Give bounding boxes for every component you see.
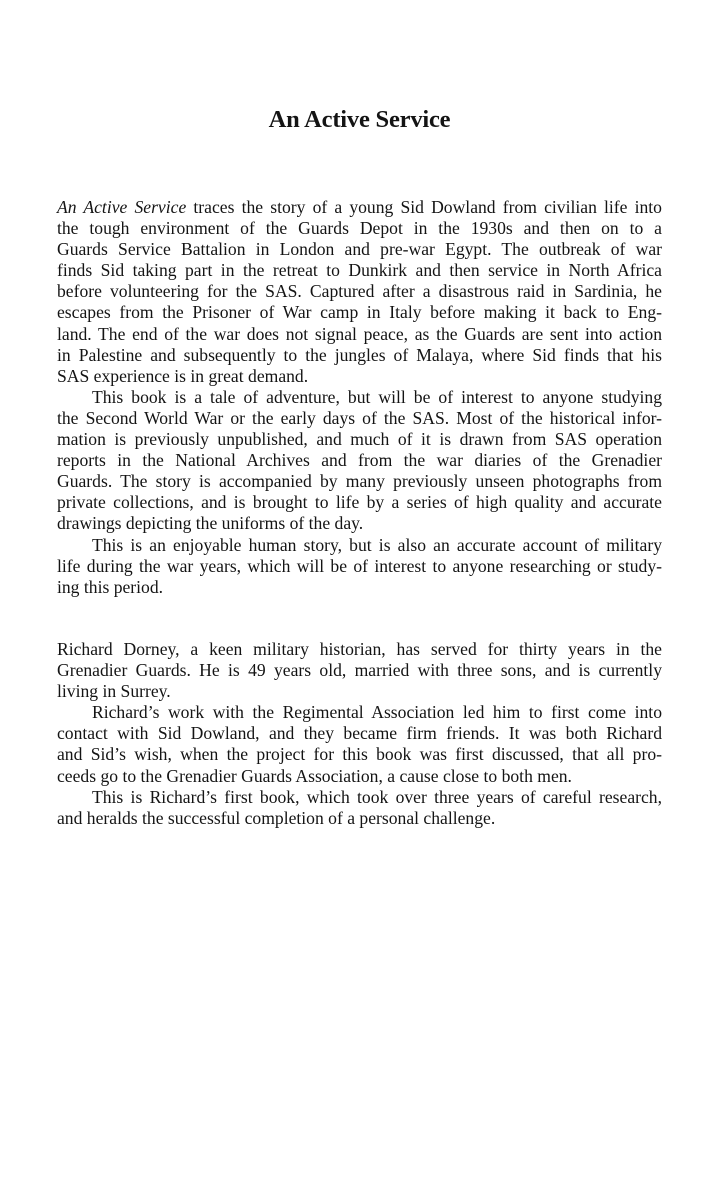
book-title-italic: An Active Service: [57, 197, 187, 217]
text-line: This is Richard’s first book, which took over three years of careful research,: [92, 786, 662, 807]
text-line: SAS experience is in great demand.: [57, 365, 309, 386]
text-line: private collections, and is brought to life by a series of high quality and accurate: [57, 492, 662, 513]
text-line: and Sid’s wish, when the project for this book was first discussed, that all pro-: [57, 744, 662, 765]
text-line: Richard Dorney, a keen military historian, has served for thirty years in the: [57, 639, 662, 659]
text-line: mation is previously unpublished, and much of it is drawn from SAS operation: [57, 429, 662, 450]
text-line: [57, 197, 662, 218]
text-line: drawings depicting the uniforms of the day.: [57, 513, 364, 534]
page-title: An Active Service: [268, 106, 451, 133]
text-line: land. The end of the war does not signal peace, as the Guards are sent into action: [57, 323, 662, 344]
text-line: contact with Sid Dowland, and they became firm friends. It was both Richard: [57, 723, 662, 744]
text-line: ceeds go to the Grenadier Guards Association, a cause close to both men.: [57, 765, 572, 786]
text-line: Guards Service Battalion in London and pre-war Egypt. The outbreak of war: [57, 239, 662, 260]
author-paragraph-3: [57, 787, 662, 829]
text-line: the tough environment of the Guards Depot in the 1930s and then on to a: [57, 218, 662, 239]
text-line: before volunteering for the SAS. Captured after a disastrous raid in Sardinia, he: [57, 281, 662, 302]
text-line: Richard’s work with the Regimental Association led him to first come into: [92, 702, 662, 723]
synopsis-paragraph-2: [57, 387, 662, 535]
text-line: Grenadier Guards. He is 49 years old, married with three sons, and is currently: [57, 660, 662, 681]
text-line: reports in the National Archives and from the war diaries of the Grenadier: [57, 450, 662, 471]
text-line: Guards. The story is accompanied by many previously unseen photographs from: [57, 471, 662, 492]
author-paragraph-1: [57, 639, 662, 702]
text-line: and heralds the successful completion of a personal challenge.: [57, 807, 496, 828]
text-line: life during the war years, which will be of interest to anyone researching or study-: [57, 555, 662, 576]
text-line: living in Surrey.: [57, 681, 171, 702]
author-paragraph-2: [57, 702, 662, 786]
text-line: This book is a tale of adventure, but will be of interest to anyone studying: [92, 386, 662, 407]
synopsis-paragraph-3: [57, 535, 662, 598]
text-line-content: traces the story of a young Sid Dowland from civilian life into: [186, 197, 662, 217]
synopsis-paragraph-1: [57, 197, 662, 387]
text-line: finds Sid taking part in the retreat to Dunkirk and then service in North Africa: [57, 260, 662, 281]
text-line: This is an enjoyable human story, but is also an accurate account of military: [92, 534, 662, 555]
text-line: the Second World War or the early days of the SAS. Most of the historical infor-: [57, 407, 662, 428]
synopsis-section: [57, 197, 662, 598]
text-line: in Palestine and subsequently to the jungles of Malaya, where Sid finds that his: [57, 344, 662, 365]
text-line: escapes from the Prisoner of War camp in Italy before making it back to Eng-: [57, 302, 662, 323]
text-line: ing this period.: [57, 576, 164, 597]
author-bio-section: [57, 639, 662, 829]
